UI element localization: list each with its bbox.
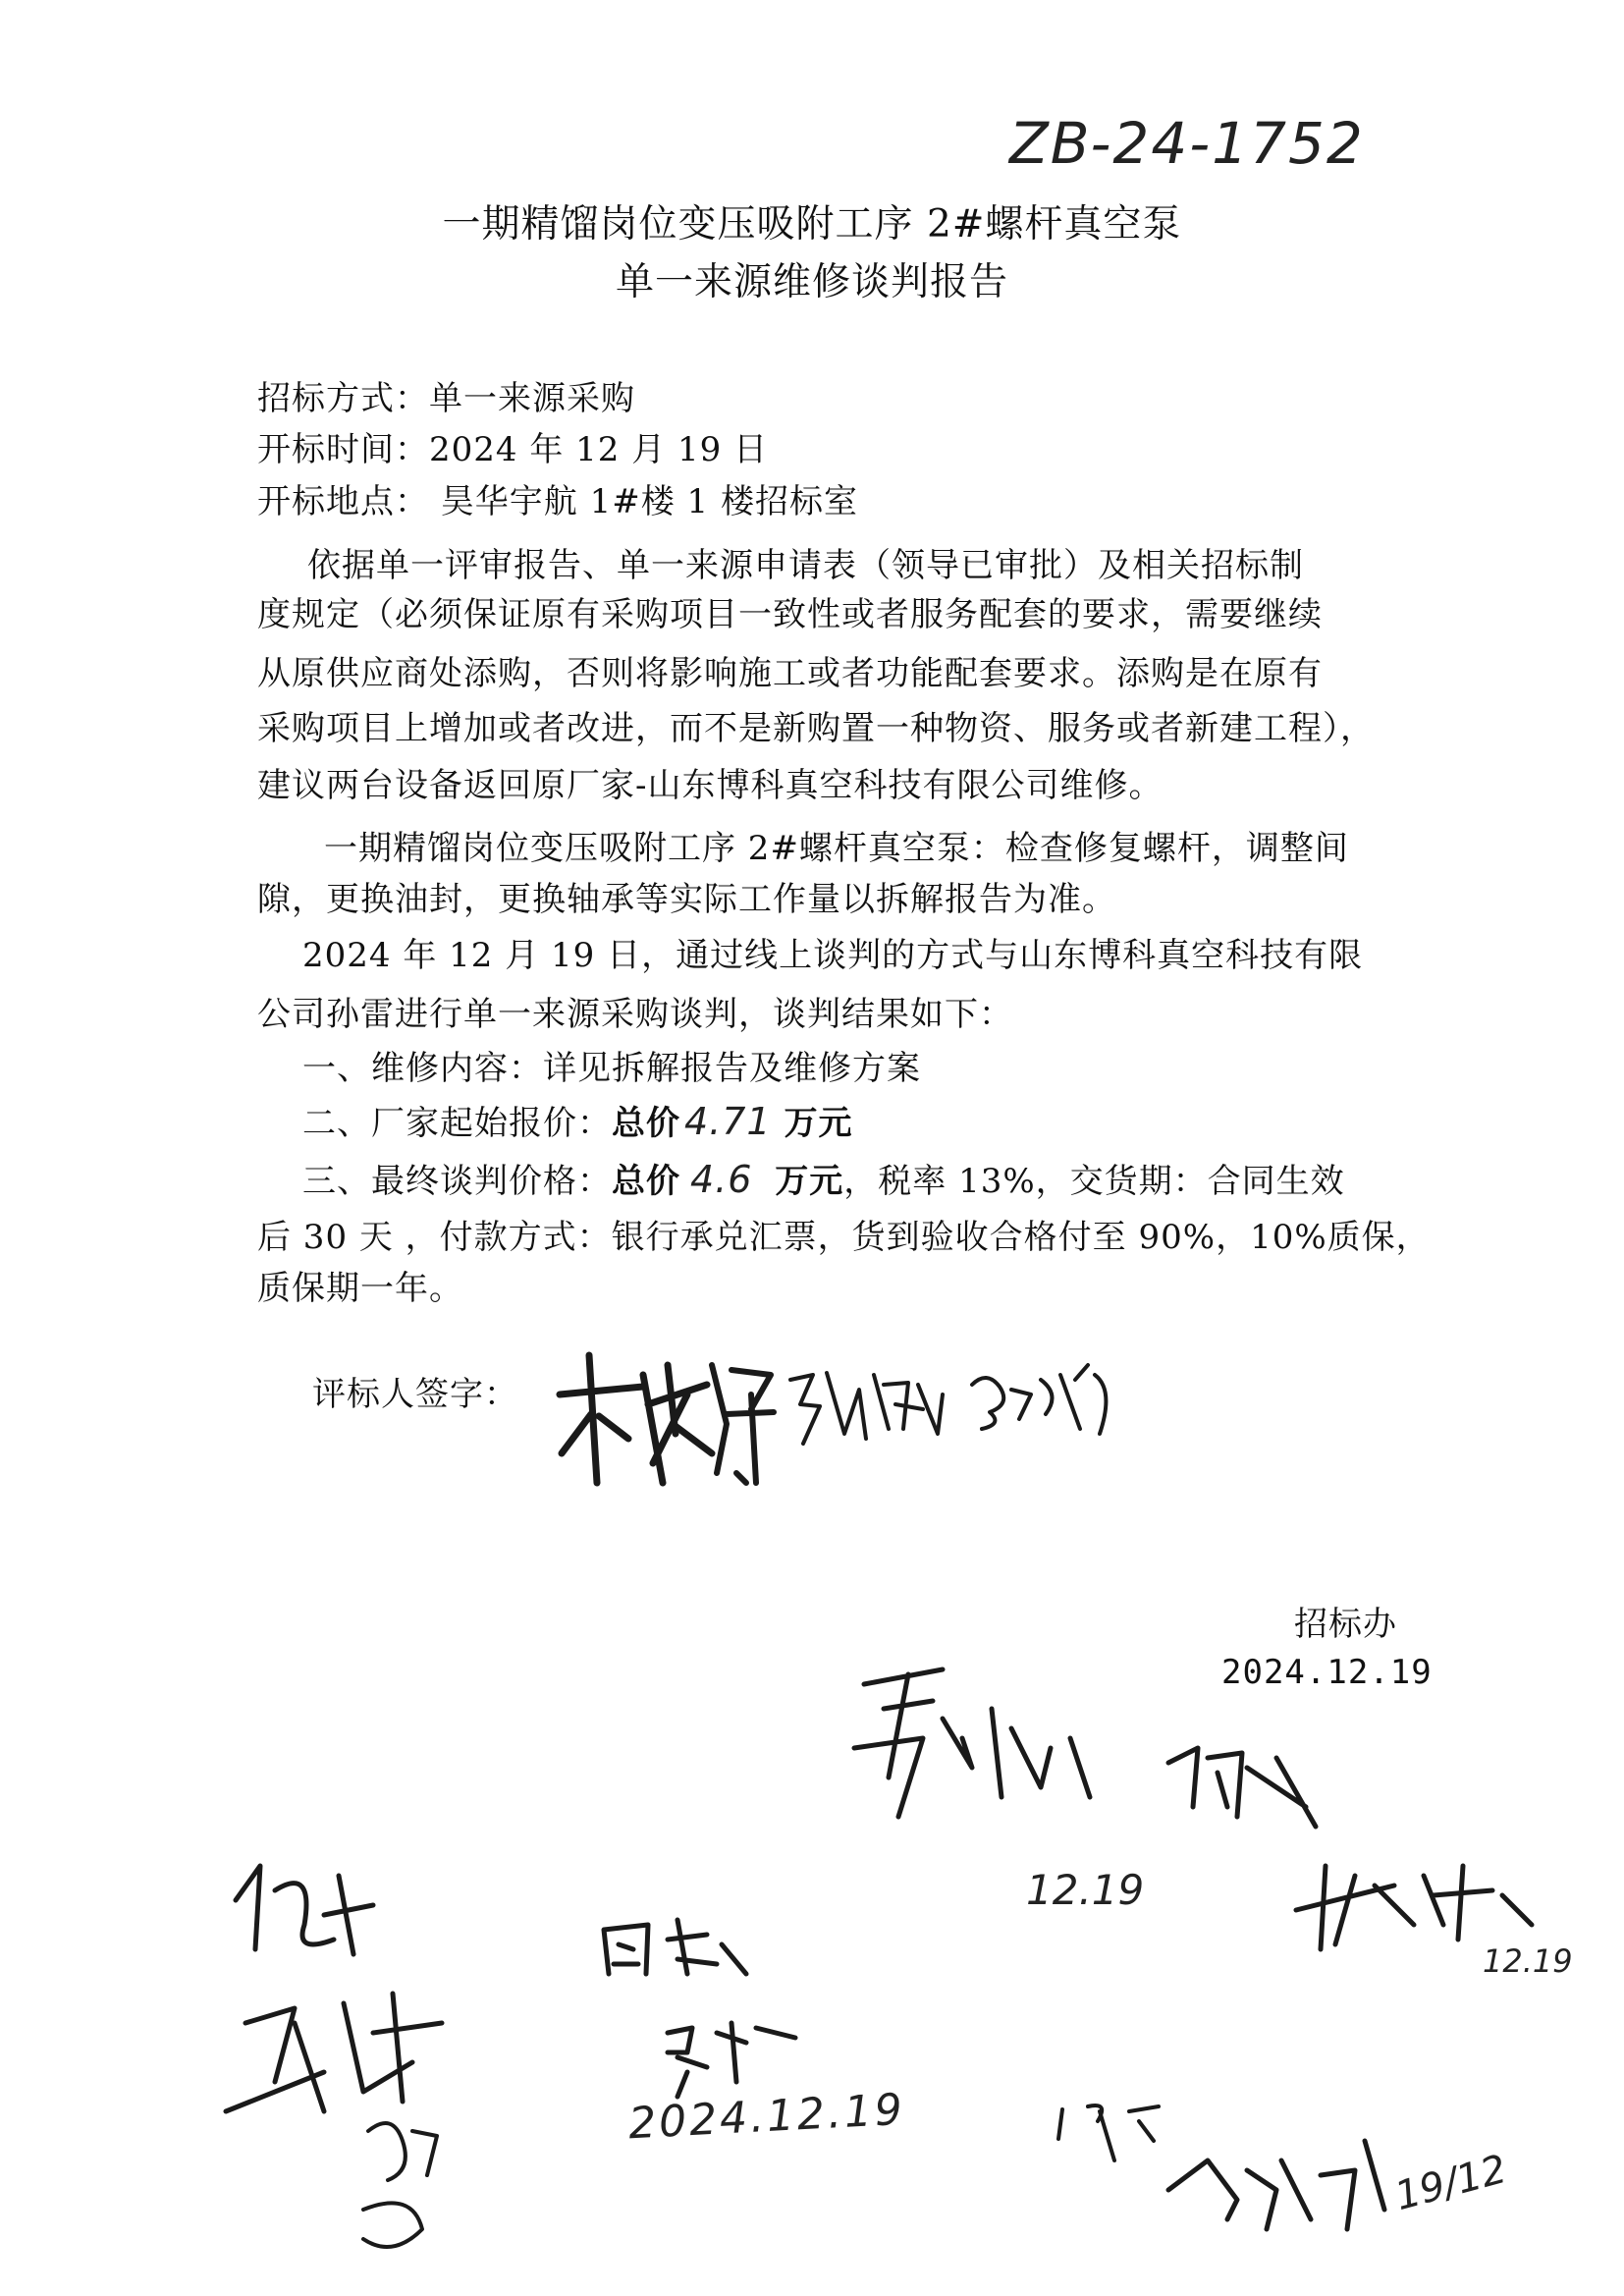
handwritten-date-4: 19/12 (1390, 2146, 1512, 2220)
footer-date: 2024.12.19 (1221, 1653, 1433, 1692)
signature-label: 评标人签字： (312, 1375, 518, 1414)
approval-signature-top (854, 1669, 1316, 1827)
page-title-line2: 单一来源维修谈判报告 (615, 260, 1008, 304)
result-item2-value: 4.71 (684, 1100, 772, 1143)
handwritten-date-3: 2024.12.19 (626, 2084, 907, 2150)
para3-line1: 2024 年 12 月 19 日，通过线上谈判的方式与山东博科真空科技有限 (302, 936, 1364, 975)
para3-line2: 公司孙雷进行单一来源采购谈判，谈判结果如下： (257, 995, 1013, 1034)
approval-signature-left (226, 1866, 442, 2247)
result-item2-total-label: 总价 (612, 1104, 680, 1143)
result-item3-line3: 质保期一年。 (257, 1269, 463, 1308)
result-item3-rest: ，税率 13%，交货期：合同生效 (843, 1162, 1345, 1201)
approval-signature-right (1296, 1866, 1532, 1949)
bid-method: 招标方式：单一来源采购 (257, 379, 635, 418)
result-item3-total-label: 总价 (612, 1162, 680, 1201)
handwritten-date-2: 12.19 (1483, 1942, 1573, 1980)
bid-place: 开标地点： 昊华宇航 1#楼 1 楼招标室 (257, 482, 858, 521)
document-number: ZB-24-1752 (1009, 110, 1365, 177)
result-item1: 一、维修内容：详见拆解报告及维修方案 (302, 1049, 921, 1088)
page-title-line1: 一期精馏岗位变压吸附工序 2#螺杆真空泵 (442, 202, 1182, 246)
result-item2-unit: 万元 (771, 1104, 853, 1143)
result-item3-prefix: 三、最终谈判价格： (302, 1162, 612, 1201)
para1-line4: 采购项目上增加或者改进，而不是新购置一种物资、服务或者新建工程）， (257, 709, 1375, 748)
result-item3-line2: 后 30 天 ，付款方式：银行承兑汇票，货到验收合格付至 90%，10%质保， (257, 1218, 1431, 1257)
para1-line5: 建议两台设备返回原厂家-山东博科真空科技有限公司维修。 (257, 766, 1164, 805)
para1-line1: 依据单一评审报告、单一来源申请表（领导已审批）及相关招标制 (307, 546, 1304, 585)
para1-line2: 度规定（必须保证原有采购项目一致性或者服务配套的要求，需要继续 (257, 595, 1323, 634)
handwritten-date-1: 12.19 (1026, 1866, 1145, 1914)
result-item2-prefix: 二、厂家起始报价： (302, 1104, 612, 1143)
para1-line3: 从原供应商处添购，否则将影响施工或者功能配套要求。添购是在原有 (257, 654, 1323, 693)
result-item3-value: 4.6 (690, 1158, 753, 1201)
footer-office: 招标办 (1294, 1605, 1397, 1644)
para2-line2: 隙，更换油封，更换轴承等实际工作量以拆解报告为准。 (257, 880, 1116, 919)
bid-time: 开标时间：2024 年 12 月 19 日 (257, 430, 769, 469)
approval-signature-bottom (1058, 2105, 1384, 2229)
para2-line1: 一期精馏岗位变压吸附工序 2#螺杆真空泵：检查修复螺杆，调整间 (324, 829, 1349, 868)
result-item3-unit: 万元 (762, 1162, 844, 1201)
approval-signature-middle (604, 1920, 795, 2097)
